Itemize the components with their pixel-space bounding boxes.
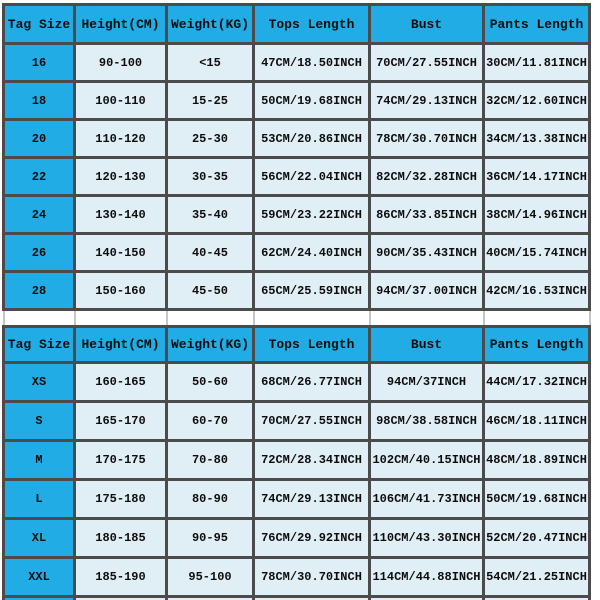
tag-size-cell — [4, 597, 75, 600]
data-cell: 110-120 — [75, 120, 167, 158]
data-cell: 95-100 — [167, 558, 254, 597]
gap-cell — [4, 310, 75, 327]
tag-size-cell: XL — [4, 519, 75, 558]
column-header-bust: Bust — [370, 327, 484, 363]
data-cell — [370, 597, 484, 600]
data-cell: 32CM/12.60INCH — [484, 82, 590, 120]
data-cell: 59CM/23.22INCH — [254, 196, 370, 234]
data-cell: 72CM/28.34INCH — [254, 441, 370, 480]
gap-cell — [484, 310, 590, 327]
data-cell: <15 — [167, 44, 254, 82]
data-cell: 106CM/41.73INCH — [370, 480, 484, 519]
data-cell: 86CM/33.85INCH — [370, 196, 484, 234]
size-chart-table — [2, 3, 591, 600]
data-cell: 165-170 — [75, 402, 167, 441]
data-cell: 150-160 — [75, 272, 167, 310]
data-cell: 120-130 — [75, 158, 167, 196]
data-cell: 30CM/11.81INCH — [484, 44, 590, 82]
column-header-weight-kg: Weight(KG) — [167, 5, 254, 44]
data-cell: 80-90 — [167, 480, 254, 519]
size-row-xl — [4, 519, 590, 558]
data-cell: 76CM/29.92INCH — [254, 519, 370, 558]
data-cell: 65CM/25.59INCH — [254, 272, 370, 310]
data-cell: 60-70 — [167, 402, 254, 441]
data-cell: 53CM/20.86INCH — [254, 120, 370, 158]
size-row-24 — [4, 196, 590, 234]
size-row-xs — [4, 363, 590, 402]
data-cell: 50-60 — [167, 363, 254, 402]
data-cell: 130-140 — [75, 196, 167, 234]
data-cell: 140-150 — [75, 234, 167, 272]
column-header-tag-size: Tag Size — [4, 327, 75, 363]
data-cell: 68CM/26.77INCH — [254, 363, 370, 402]
size-row-20 — [4, 120, 590, 158]
header-row — [4, 327, 590, 363]
data-cell: 175-180 — [75, 480, 167, 519]
size-row-l — [4, 480, 590, 519]
size-row-16 — [4, 44, 590, 82]
column-header-tops-length: Tops Length — [254, 5, 370, 44]
data-cell: 170-175 — [75, 441, 167, 480]
gap-cell — [370, 310, 484, 327]
data-cell: 44CM/17.32INCH — [484, 363, 590, 402]
data-cell: 160-165 — [75, 363, 167, 402]
column-header-pants-length: Pants Length — [484, 327, 590, 363]
tag-size-cell: 22 — [4, 158, 75, 196]
data-cell: 70CM/27.55INCH — [370, 44, 484, 82]
data-cell: 78CM/30.70INCH — [254, 558, 370, 597]
table-gap-row — [4, 310, 590, 327]
data-cell: 90-95 — [167, 519, 254, 558]
data-cell — [75, 597, 167, 600]
data-cell: 110CM/43.30INCH — [370, 519, 484, 558]
data-cell: 185-190 — [75, 558, 167, 597]
tag-size-cell: XXL — [4, 558, 75, 597]
data-cell: 50CM/19.68INCH — [254, 82, 370, 120]
data-cell: 52CM/20.47INCH — [484, 519, 590, 558]
data-cell: 30-35 — [167, 158, 254, 196]
data-cell: 45-50 — [167, 272, 254, 310]
header-row — [4, 5, 590, 44]
tag-size-cell: L — [4, 480, 75, 519]
data-cell: 34CM/13.38INCH — [484, 120, 590, 158]
data-cell: 48CM/18.89INCH — [484, 441, 590, 480]
data-cell: 78CM/30.70INCH — [370, 120, 484, 158]
data-cell: 40-45 — [167, 234, 254, 272]
data-cell: 62CM/24.40INCH — [254, 234, 370, 272]
gap-cell — [254, 310, 370, 327]
data-cell: 70CM/27.55INCH — [254, 402, 370, 441]
data-cell: 94CM/37.00INCH — [370, 272, 484, 310]
data-cell: 102CM/40.15INCH — [370, 441, 484, 480]
data-cell: 36CM/14.17INCH — [484, 158, 590, 196]
data-cell: 98CM/38.58INCH — [370, 402, 484, 441]
size-row-28 — [4, 272, 590, 310]
data-cell: 42CM/16.53INCH — [484, 272, 590, 310]
column-header-bust: Bust — [370, 5, 484, 44]
gap-cell — [75, 310, 167, 327]
data-cell: 46CM/18.11INCH — [484, 402, 590, 441]
size-row-18 — [4, 82, 590, 120]
tag-size-cell: 16 — [4, 44, 75, 82]
column-header-height-cm: Height(CM) — [75, 5, 167, 44]
data-cell — [167, 597, 254, 600]
tag-size-cell: 20 — [4, 120, 75, 158]
size-row-22 — [4, 158, 590, 196]
data-cell: 38CM/14.96INCH — [484, 196, 590, 234]
column-header-tops-length: Tops Length — [254, 327, 370, 363]
gap-cell — [167, 310, 254, 327]
column-header-weight-kg: Weight(KG) — [167, 327, 254, 363]
data-cell: 82CM/32.28INCH — [370, 158, 484, 196]
data-cell: 47CM/18.50INCH — [254, 44, 370, 82]
data-cell: 50CM/19.68INCH — [484, 480, 590, 519]
column-header-pants-length: Pants Length — [484, 5, 590, 44]
data-cell: 90CM/35.43INCH — [370, 234, 484, 272]
data-cell: 25-30 — [167, 120, 254, 158]
tag-size-cell: 24 — [4, 196, 75, 234]
tag-size-cell: XS — [4, 363, 75, 402]
data-cell: 35-40 — [167, 196, 254, 234]
data-cell: 100-110 — [75, 82, 167, 120]
size-row-xxl — [4, 558, 590, 597]
column-header-tag-size: Tag Size — [4, 5, 75, 44]
column-header-height-cm: Height(CM) — [75, 327, 167, 363]
tag-size-cell: M — [4, 441, 75, 480]
clipped-bottom-row — [4, 597, 590, 600]
data-cell: 54CM/21.25INCH — [484, 558, 590, 597]
data-cell: 114CM/44.88INCH — [370, 558, 484, 597]
size-row-26 — [4, 234, 590, 272]
data-cell: 56CM/22.04INCH — [254, 158, 370, 196]
data-cell: 74CM/29.13INCH — [370, 82, 484, 120]
data-cell: 74CM/29.13INCH — [254, 480, 370, 519]
tag-size-cell: 18 — [4, 82, 75, 120]
size-row-s — [4, 402, 590, 441]
data-cell — [484, 597, 590, 600]
data-cell: 15-25 — [167, 82, 254, 120]
size-chart-body — [4, 5, 590, 600]
data-cell: 180-185 — [75, 519, 167, 558]
data-cell: 70-80 — [167, 441, 254, 480]
tag-size-cell: 26 — [4, 234, 75, 272]
size-row-m — [4, 441, 590, 480]
tag-size-cell: 28 — [4, 272, 75, 310]
data-cell: 90-100 — [75, 44, 167, 82]
data-cell — [254, 597, 370, 600]
tag-size-cell: S — [4, 402, 75, 441]
data-cell: 40CM/15.74INCH — [484, 234, 590, 272]
data-cell: 94CM/37INCH — [370, 363, 484, 402]
